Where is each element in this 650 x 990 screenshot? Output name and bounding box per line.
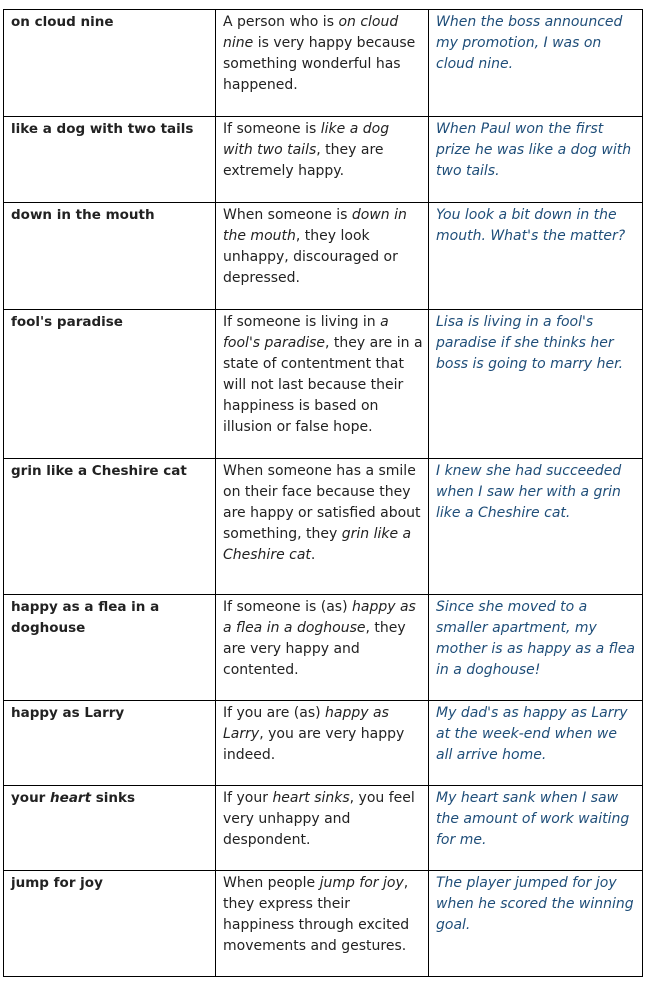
definition-cell: If you are (as) happy as Larry, you are very happy indeed. <box>216 701 429 786</box>
idiom-cell: fool's paradise <box>4 310 216 459</box>
idiom-phrase: a fool's paradise <box>223 314 389 351</box>
idiom-phrase: down in the mouth <box>223 207 407 244</box>
example-cell: When the boss announced my promotion, I was on cloud nine. <box>429 10 643 117</box>
idiom-cell: down in the mouth <box>4 203 216 310</box>
idiom-phrase: like a dog with two tails <box>223 121 390 158</box>
idiom-cell: grin like a Cheshire cat <box>4 459 216 595</box>
idiom-cell: jump for joy <box>4 871 216 977</box>
idiom-phrase: heart <box>50 790 92 806</box>
idiom-phrase: happy as Larry <box>223 705 389 742</box>
idiom-cell: on cloud nine <box>4 10 216 117</box>
definition-cell: When someone has a smile on their face because they are happy or satisfied about something, they grin like a Cheshire cat. <box>216 459 429 595</box>
idiom-phrase: on cloud nine <box>223 14 399 51</box>
definition-cell: When someone is down in the mouth, they look unhappy, discouraged or depressed. <box>216 203 429 310</box>
example-cell: My heart sank when I saw the amount of work waiting for me. <box>429 786 643 871</box>
definition-cell: If someone is like a dog with two tails, they are extremely happy. <box>216 117 429 203</box>
idiom-cell: happy as a flea in a doghouse <box>4 595 216 701</box>
idiom-phrase: happy as a flea in a doghouse <box>223 599 416 636</box>
idiom-cell: happy as Larry <box>4 701 216 786</box>
table-row <box>4 786 643 871</box>
idiom-phrase: grin like a Cheshire cat <box>223 526 412 563</box>
example-cell: The player jumped for joy when he scored the winning goal. <box>429 871 643 977</box>
idiom-cell: like a dog with two tails <box>4 117 216 203</box>
table-row <box>4 117 643 203</box>
idiom-cell: your heart sinks <box>4 786 216 871</box>
table-row <box>4 310 643 459</box>
example-cell: Lisa is living in a fool's paradise if she thinks her boss is going to marry her. <box>429 310 643 459</box>
definition-cell: If someone is living in a fool's paradise, they are in a state of contentment that will not last because their happiness is based on illusion or false hope. <box>216 310 429 459</box>
table-row <box>4 203 643 310</box>
idioms-table-body <box>4 10 643 977</box>
example-cell: My dad's as happy as Larry at the week-end when we all arrive home. <box>429 701 643 786</box>
example-cell: I knew she had succeeded when I saw her with a grin like a Cheshire cat. <box>429 459 643 595</box>
definition-cell: When people jump for joy, they express their happiness through excited movements and gestures. <box>216 871 429 977</box>
table-row <box>4 701 643 786</box>
table-row <box>4 459 643 595</box>
definition-cell: If someone is (as) happy as a flea in a doghouse, they are very happy and contented. <box>216 595 429 701</box>
idioms-table <box>3 9 643 977</box>
definition-cell: If your heart sinks, you feel very unhappy and despondent. <box>216 786 429 871</box>
example-cell: Since she moved to a smaller apartment, my mother is as happy as a flea in a doghouse! <box>429 595 643 701</box>
idiom-phrase: jump for joy <box>319 875 404 891</box>
example-cell: You look a bit down in the mouth. What's the matter? <box>429 203 643 310</box>
table-row <box>4 10 643 117</box>
table-row <box>4 595 643 701</box>
definition-cell: A person who is on cloud nine is very happy because something wonderful has happened. <box>216 10 429 117</box>
idiom-phrase: heart sinks <box>272 790 350 806</box>
table-row <box>4 871 643 977</box>
example-cell: When Paul won the first prize he was like a dog with two tails. <box>429 117 643 203</box>
